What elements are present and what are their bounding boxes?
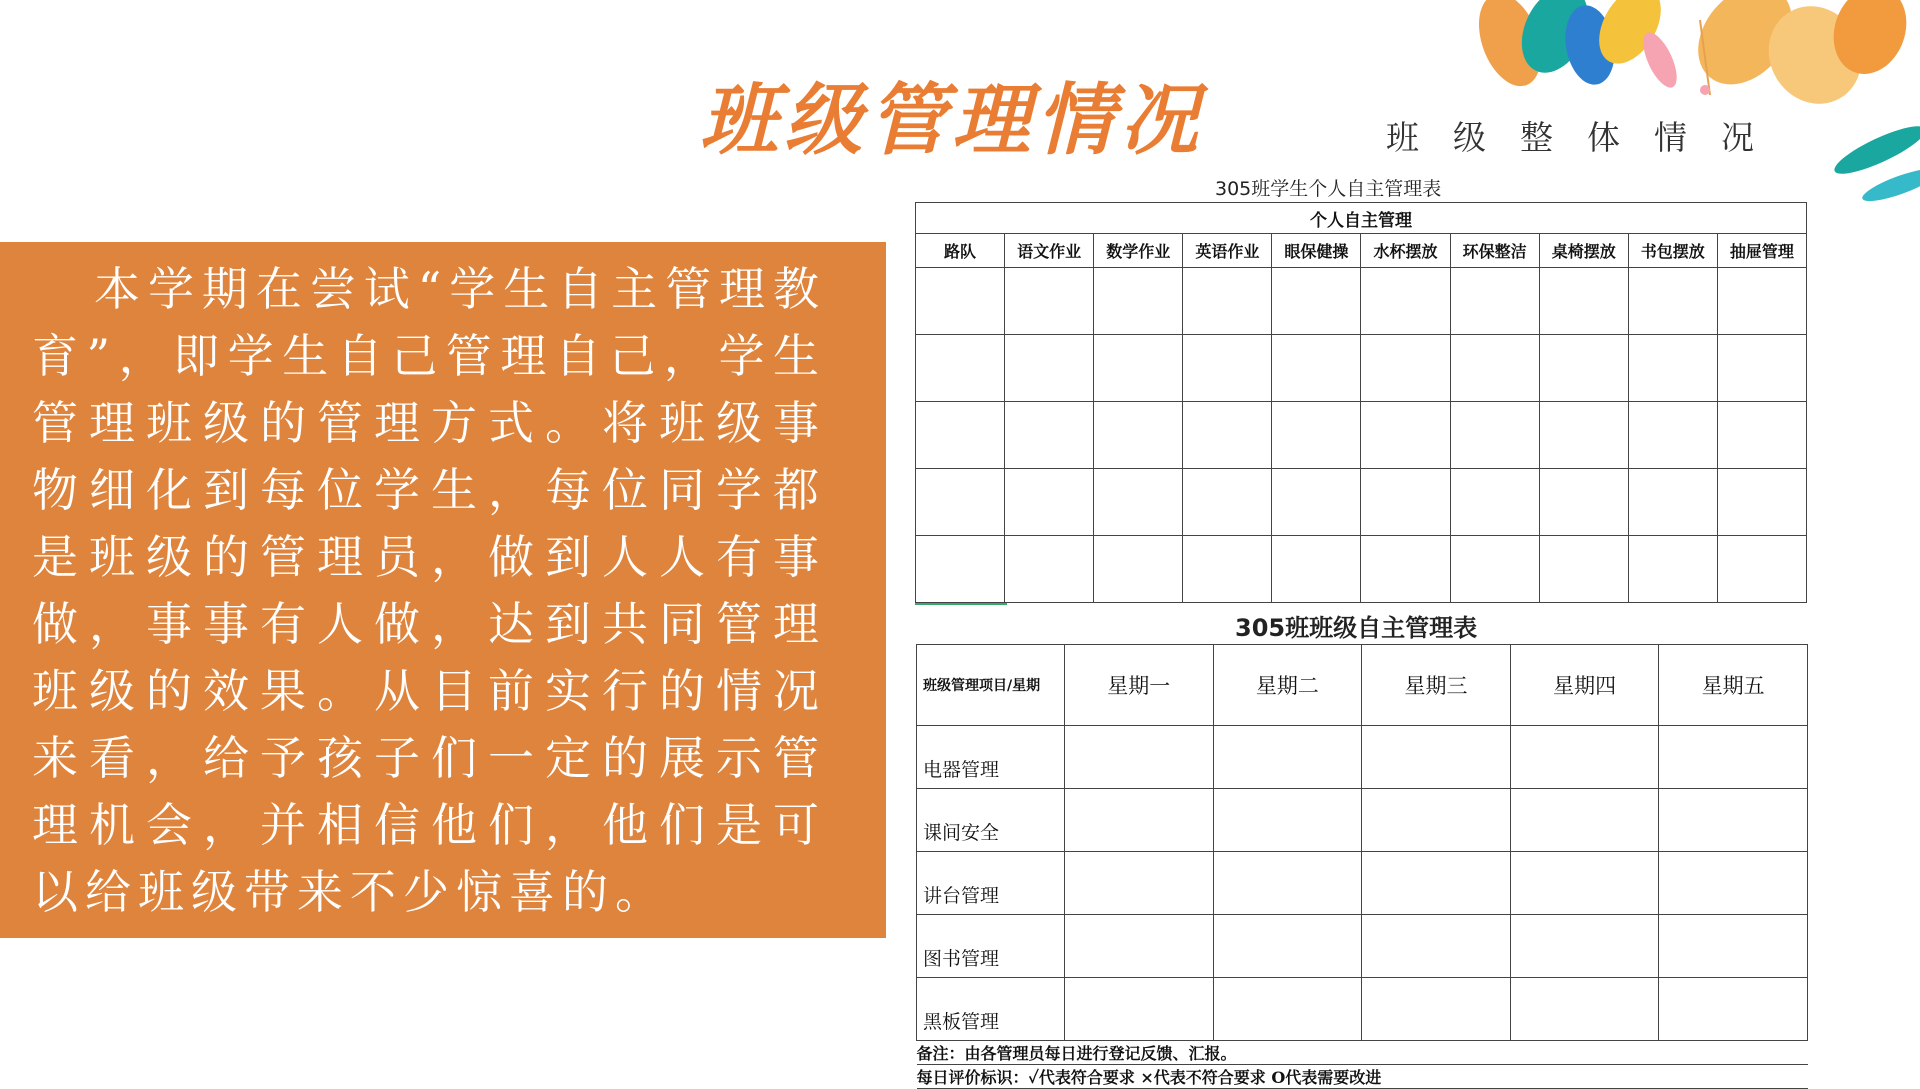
table-row xyxy=(916,402,1807,469)
table1-column-header: 桌椅摆放 xyxy=(1539,234,1628,268)
table2-row-label: 图书管理 xyxy=(917,915,1065,978)
table-row xyxy=(916,536,1807,603)
page-title: 班级管理情况 xyxy=(700,75,1205,166)
table-row xyxy=(917,789,1808,852)
table2-row-label: 电器管理 xyxy=(917,726,1065,789)
table1-column-header: 语文作业 xyxy=(1005,234,1094,268)
table1-column-header: 环保整洁 xyxy=(1450,234,1539,268)
table2-row-label: 黑板管理 xyxy=(917,978,1065,1041)
decorative-leaves-icon xyxy=(1460,0,1920,210)
selection-indicator xyxy=(915,603,1007,605)
table-row xyxy=(917,726,1808,789)
individual-management-table xyxy=(915,202,1807,603)
table2-row-label: 课间安全 xyxy=(917,789,1065,852)
table2-corner-header: 班级管理项目/星期 xyxy=(917,645,1065,726)
table2-day-header: 星期三 xyxy=(1362,645,1511,726)
table1-caption: 305班学生个人自主管理表 xyxy=(1215,178,1442,200)
table1-column-header: 眼保健操 xyxy=(1272,234,1361,268)
table-row xyxy=(917,915,1808,978)
table-row xyxy=(916,469,1807,536)
table-row xyxy=(917,978,1808,1041)
table1-column-header: 书包摆放 xyxy=(1628,234,1717,268)
table2-day-header: 星期四 xyxy=(1510,645,1659,726)
table-row xyxy=(916,268,1807,335)
table1-column-header: 路队 xyxy=(916,234,1005,268)
table2-note: 备注：由各管理员每日进行登记反馈、汇报。 xyxy=(917,1041,1808,1065)
table2-day-header: 星期五 xyxy=(1659,645,1808,726)
table2-caption: 305班班级自主管理表 xyxy=(1235,614,1478,642)
class-management-table xyxy=(916,644,1808,1089)
page-subtitle: 班级整体情况 xyxy=(1386,118,1788,157)
description-panel: 本学期在尝试“学生自主管理教育”，即学生自己管理自己，学生管理班级的管理方式。将班级事物细化到每位学生，每位同学都是班级的管理员，做到人人有事做，事事有人做，达到共同管理班级的效果。从目前实行的情况来看，给予孩子们一定的展示管理机会，并相信他们，他们是可以给班级带来不少惊喜的。 xyxy=(0,242,886,938)
table-row xyxy=(916,335,1807,402)
table1-group-header: 个人自主管理 xyxy=(916,203,1807,234)
table1-column-header: 水杯摆放 xyxy=(1361,234,1450,268)
table2-legend: 每日评价标识：✓代表符合要求 ×代表不符合要求 O代表需要改进 xyxy=(917,1065,1808,1089)
table1-column-header: 数学作业 xyxy=(1094,234,1183,268)
table-row xyxy=(917,852,1808,915)
table2-day-header: 星期二 xyxy=(1213,645,1362,726)
table1-column-header: 英语作业 xyxy=(1183,234,1272,268)
table2-day-header: 星期一 xyxy=(1065,645,1214,726)
table2-row-label: 讲台管理 xyxy=(917,852,1065,915)
table1-column-header: 抽屉管理 xyxy=(1717,234,1806,268)
